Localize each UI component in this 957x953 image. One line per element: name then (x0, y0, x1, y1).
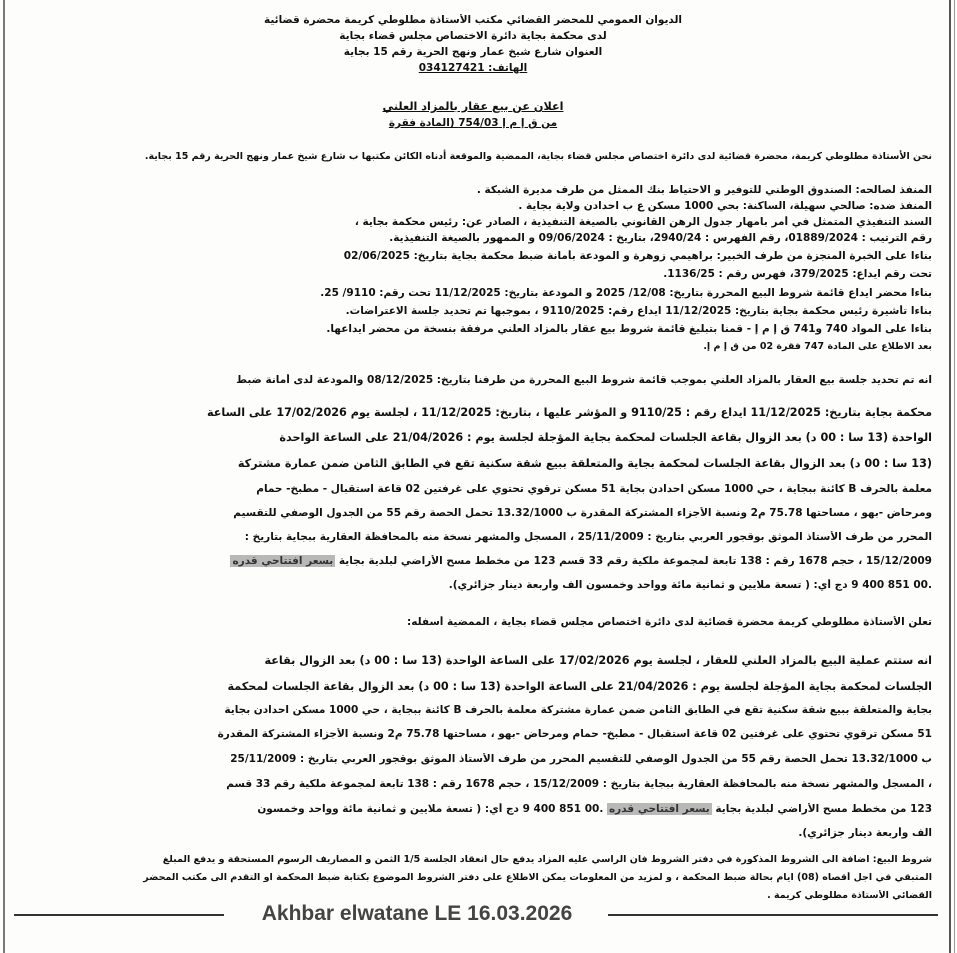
notice-title: اعلان عن بيع عقار بالمزاد العلني (382, 100, 564, 113)
body1-line-1: انه تم تحديد جلسة بيع العقار بالمزاد العلني بموجب قائمة شروط البيع المحررة من طرفنا بتاريخ: 08/12/2025 والمودعة لدى أمانة ضبط (236, 374, 932, 386)
header-line-1: الديوان العمومي للمحضر القضائي مكتب الأستاذة مطلوطي كريمة محضرة قضائية (263, 14, 683, 26)
body1-line-7: المحرر من طرف الأستاذ الموثق بوقجور العربي بتاريخ : 25/11/2009 ، المسجل والمشهر نسخة منه بالمحافظة العقارية ببجاية بتاريخ : (244, 531, 932, 543)
party-beneficiary: المنفذ لصالحه: الصندوق الوطني للتوفير و الاحتياط بنك الممثل من طرف مديرة الشبكة . (476, 184, 932, 196)
body2-line-7 (14, 803, 932, 815)
registration-line: رقم الترتيب : 01889/2024، رقم الفهرس : 2940/24، بتاريخ : 09/06/2024 و الممهور بالصيغة التنفيذية. (389, 232, 932, 244)
deposit-line: تحت رقم ايداع: 379/2025، فهرس رقم : 1136/25. (663, 268, 932, 280)
body2-line-4: 51 مسكن ترقوي تحتوي على غرفتين 02 قاعة استقبال - مطبخ- حمام ومرحاض -بهو ، مساحتها 75.78 م2 ونسبة الأجزاء المشتركة المقدرة (217, 728, 932, 740)
footer-rule-left (14, 914, 224, 916)
body1-line-8 (14, 555, 932, 567)
sale-conditions-line-1: شروط البيع: اضافة الى الشروط المذكورة في دفتر الشروط فان الراسي عليه المزاد يدفع حال انعقاد الجلسة 1/5 الثمن و المصاريف الرسوم المستحقة و يدفع المبلغ (162, 854, 932, 865)
conditions-deposit-line: بناءا محضر ايداع قائمة شروط البيع المحررة بتاريخ: 12/08/ 2025 و المودعة بتاريخ: 11/12/2025 تحت رقم: 9110/ 25. (320, 287, 932, 299)
expertise-line: بناءا على الخبرة المنجزة من طرف الخبير: براهيمي زوهرة و المودعة بأمانة ضبط محكمة بجاية بتاريخ: 02/06/2025 (343, 250, 932, 262)
header-line-2: لدى محكمة بجاية دائرة الاختصاص مجلس قضاء بجاية (339, 30, 607, 42)
body1-line-3: الواحدة (13 سا : 00 د) بعد الزوال بقاعة الجلسات لمحكمة بجاية المؤجلة لجلسة يوم : 21/04/2026 على الساعة الواحدة (279, 431, 932, 444)
body1-line-2: محكمة بجاية بتاريخ: 11/12/2025 ايداع رقم : 9110/25 و المؤشر عليها ، بتاريخ: 11/12/2025 ، لجلسة يوم 17/02/2026 على الساعة (206, 406, 932, 419)
footer-rule-right (608, 914, 938, 916)
opening-price-label-2: بسعر افتتاحي قدره (608, 803, 710, 815)
body2-line-6: ، المسجل والمشهر نسخة منه بالمحافظة العقارية ببجاية بتاريخ : 15/12/2009 ، حجم 1678 رقم : 138 تابعة لمجموعة ملكية رقم 33 قسم (226, 778, 932, 790)
body2-line-2: الجلسات لمحكمة بجاية المؤجلة لجلسة يوم : 21/04/2026 على الساعة الواحدة (13 سا : 00 د) بعد الزوال بقاعة الجلسات لمحكمة (227, 680, 932, 693)
header-phone: الهاتف: 034127421 (418, 62, 528, 74)
body1-price-line: .00 851 400 9 دج أي: ( تسعة ملايين و ثمانية مائة وواحد وخمسون الف وأربعة دينار جزائري). (448, 579, 932, 591)
article-747-line: بعد الاطلاع على المادة 747 فقرة 02 من ق إ م إ. (703, 341, 932, 352)
president-visa-line: بناءا تأشيرة رئيس محكمة بجاية بتاريخ: 11/12/2025 ايداع رقم: 9110/2025 ، بموجبها تم تحديد جلسة الاعتراضات. (345, 305, 932, 317)
body1-line-4: (13 سا : 00 د) بعد الزوال بقاعة الجلسات لمحكمة بجاية والمتعلقة ببيع شقة سكنية تقع في الطابق الثامن ضمن عمارة مشتركة (237, 457, 932, 470)
body2-line-3: بجاية والمتعلقة ببيع شقة سكنية تقع في الطابق الثامن ضمن عمارة مشتركة معلمة بالحرف B كائنة ببجاية ، حي 1000 مسكن احدادن بجاية (224, 704, 932, 716)
sale-conditions-line-3: القضائي الأستاذة مطلوطي كريمة . (767, 890, 932, 901)
body2-line-1: انه ستتم عملية البيع بالمزاد العلني للعقار ، لجلسة يوم 17/02/2026 على الساعة الواحدة (13 سا : 00 د) بعد الزوال بقاعة (264, 654, 932, 667)
land-registry-text: 15/12/2009 ، حجم 1678 رقم : 138 تابعة لمجموعة ملكية رقم 33 قسم 123 من مخطط مسح الأراضي لبلدية بجاية (338, 555, 932, 567)
bailiff-notice: تعلن الأستاذة مطلوطي كريمة محضرة قضائية لدى دائرة اختصاص مجلس قضاء بجاية ، الممضية أسفله: (407, 616, 932, 628)
body2-line-5: ب 13.32/1000 تحمل الحصة رقم 55 من الجدول الوصفي للتقسيم المحرر من طرف الأستاذ الموثق بوقجور العربي بتاريخ : 25/11/2009 (230, 753, 932, 765)
articles-line: بناءا على المواد 740 و741 ق إ م إ - قمنا بتبليغ قائمة شروط بيع عقار بالمزاد العلني مرفقة بنسخة من محضر ايداعها. (326, 323, 932, 335)
price-amount-2: .00 851 400 9 دج أي: ( تسعة ملايين و ثمانية مائة وواحد وخمسون (257, 803, 604, 815)
scan-edge-right-inner (954, 0, 955, 953)
header-line-3: العنوان شارع شيخ عمار ونهج الحرية رقم 15 بجاية (343, 46, 603, 58)
scan-edge-right (949, 0, 951, 953)
sale-conditions-line-2: المتبقي في اجل أقصاه (08) ايام بحالة ضبط المحكمة ، و لمزيد من المعلومات يمكن الاطلاع على دفتر الشروط الموضوع بكتابة ضبط المحكمة او التقدم الى مكتب المحضر (143, 872, 932, 883)
intro-paragraph: نحن الأستاذة مطلوطي كريمة، محضرة قضائية لدى دائرة اختصاص مجلس قضاء بجاية، الممضية والموقعة أدناه الكائن مكتبها ب شارع شيخ عمار ونهج الحرية رقم 15 بجاية. (144, 151, 932, 162)
scan-edge-left (3, 0, 5, 953)
body1-line-5: معلمة بالحرف B كائنة ببجاية ، حي 1000 مسكن احدادن بجاية 51 مسكن ترقوي تحتوي على غرفتين 02 قاعة استقبال - مطبخ- حمام (256, 483, 932, 495)
body2-line-8: الف وأربعة دينار جزائري). (798, 827, 932, 839)
party-debtor: المنفذ ضده: صالحي سهيلة، الساكنة: بحي 1000 مسكن ع ب احدادن ولاية بجاية . (518, 200, 932, 212)
executive-title: السند التنفيذي المتمثل في أمر بامهار جدول الرهن القانوني بالصيغة التنفيذية ، الصادر عن: رئيس محكمة بجاية ، (354, 216, 932, 228)
notice-reference: من ق إ م إ 754/03 (المادة فقرة (388, 117, 558, 129)
body1-line-6: ومرحاض -بهو ، مساحتها 75.78 م2 ونسبة الأجزاء المشتركة المقدرة ب 13.32/1000 تحمل الحصة رقم 55 من الجدول الوصفي للتقسيم (233, 507, 932, 519)
publication-credit: Akhbar elwatane LE 16.03.2026 (261, 902, 573, 925)
legal-notice (14, 4, 932, 904)
opening-price-label: بسعر افتتاحي قدره (232, 555, 334, 567)
land-registry-text-2: 123 من مخطط مسح الأراضي لبلدية بجاية (715, 803, 932, 815)
